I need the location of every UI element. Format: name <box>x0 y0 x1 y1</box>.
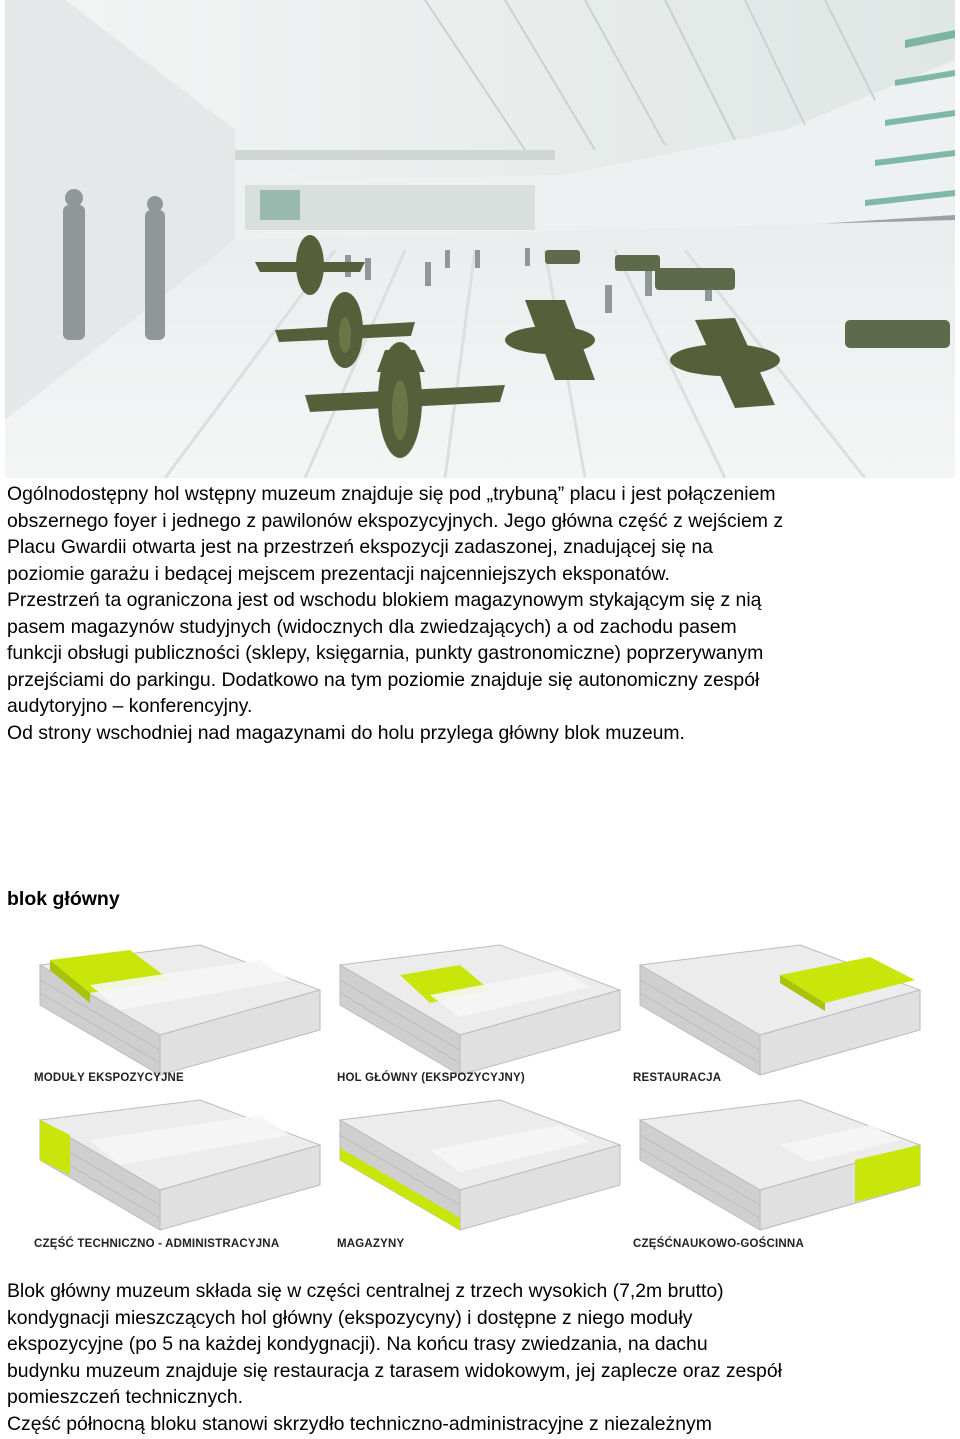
diagram-caption: MODUŁY EKSPOZYCYJNE <box>34 1072 184 1084</box>
intro-line: funkcji obsługi publiczności (sklepy, księgarnia, punkty gastronomiczne) poprzerywanym <box>7 642 764 664</box>
diagram-caption: MAGAZYNY <box>337 1238 405 1250</box>
intro-line: obszernego foyer i jednego z pawilonów ekspozycyjnych. Jego główna część z wejściem z <box>7 509 784 532</box>
body-line: Blok główny muzeum składa się w części centralnej z trzech wysokich (7,2m brutto) <box>7 1280 724 1302</box>
diagram-magazyny <box>330 1090 630 1240</box>
section-heading: blok główny <box>7 888 120 910</box>
body-paragraph <box>7 1278 952 1437</box>
intro-line: Placu Gwardii otwarta jest na przestrzeń ekspozycji zadaszonej, znadującej się na <box>7 536 713 558</box>
diagram-caption: HOL GŁÓWNY (EKSPOZYCYJNY) <box>337 1072 525 1084</box>
body-line: budynku muzeum znajduje się restauracja z tarasem widokowym, jej zaplecze oraz zespół <box>7 1359 782 1382</box>
intro-line: pasem magazynów studyjnych (widocznych dla zwiedzających) a od zachodu pasem <box>7 615 737 638</box>
intro-line: przejściami do parkingu. Dodatkowo na tym poziomie znajduje się autonomiczny zespół <box>7 668 760 691</box>
diagram-moduly-ekspozycyjne <box>30 935 330 1085</box>
intro-line: Ogólnodostępny hol wstępny muzeum znajduje się pod „trybuną” placu i jest połączeniem <box>7 483 776 505</box>
body-line: kondygnacji mieszczących hol główny (ekspozycyny) i dostępne z niego moduły <box>7 1306 693 1329</box>
diagram-caption: RESTAURACJA <box>633 1072 722 1084</box>
intro-line: poziomie garażu i bedącej mejscem prezentacji najcenniejszych eksponatów. <box>7 562 670 585</box>
museum-hall-render <box>5 0 955 478</box>
intro-line: audytoryjno – konferencyjny. <box>7 695 253 717</box>
body-line: ekspozycyjne (po 5 na każdej kondygnacji). Na końcu trasy zwiedzania, na dachu <box>7 1333 708 1355</box>
body-line: Część północną bloku stanowi skrzydło techniczno-administracyjne z niezależnym <box>7 1412 712 1435</box>
diagram-caption: CZĘŚĆ TECHNICZNO - ADMINISTRACYJNA <box>34 1238 280 1250</box>
diagram-czesc-techniczna <box>30 1090 330 1240</box>
intro-paragraph <box>7 481 952 746</box>
body-line: pomieszczeń technicznych. <box>7 1386 244 1408</box>
diagram-czesc-naukowa <box>630 1090 930 1240</box>
diagram-restauracja <box>630 935 930 1085</box>
diagram-caption: CZĘŚĆNAUKOWO-GOŚCINNA <box>633 1238 804 1250</box>
diagram-hol-glowny <box>330 935 630 1085</box>
intro-line: Przestrzeń ta ograniczona jest od wschodu blokiem magazynowym stykającym się z nią <box>7 589 762 611</box>
intro-line: Od strony wschodniej nad magazynami do holu przylega główny blok muzeum. <box>7 721 685 744</box>
